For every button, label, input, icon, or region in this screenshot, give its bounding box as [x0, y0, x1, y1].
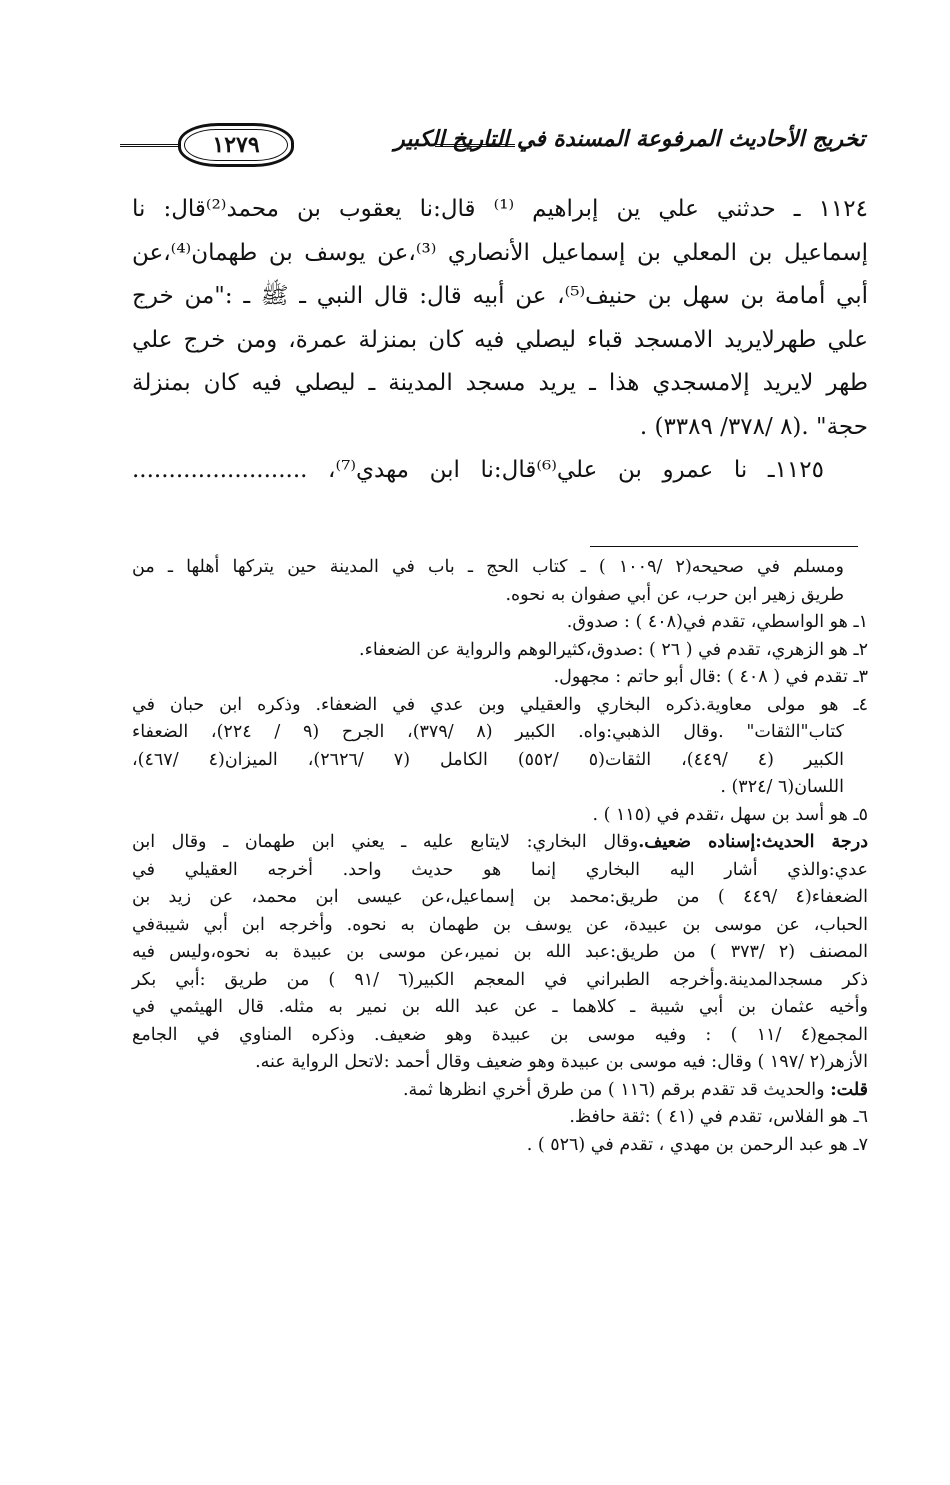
- header-rule: [435, 144, 515, 147]
- grade-line: وأخيه عثمان بن أبي شيبة ـ كلاهما ـ عن عبد الله بن نمير به مثله. قال الهيثمي في: [132, 997, 868, 1017]
- header-rule: [120, 144, 180, 147]
- qult-line: [132, 1077, 868, 1105]
- grade-line: ذكر مسجدالمدينة.وأخرجه الطبراني في المعجم الكبير(٦ /٩١ ) من طريق :أبي بكر: [132, 969, 869, 990]
- text-line: ١١٢٤ ـ حدثني علي ين إبراهيم ⁽¹⁾ قال:نا يعقوب بن محمد⁽²⁾قال: نا: [132, 196, 868, 222]
- footnote-line: طريق زهير ابن حرب، عن أبي صفوان به نحوه.: [505, 584, 844, 605]
- grade-label: درجة الحديث:إسناده ضعيف.: [638, 832, 868, 852]
- grade-line: الأزهر(٢ /١٩٧ ) وقال: فيه موسى بن عبيدة وهو ضعيف وقال أحمد :لاتحل الرواية عنه.: [255, 1052, 868, 1072]
- grade-line: [132, 829, 868, 857]
- grade-line: الضعفاء(٤ /٤٤٩ ) من طريق:محمد بن إسماعيل،عن عيسى ابن محمد، عن زيد بن: [132, 887, 868, 907]
- footnote-4: ٤ـ هو مولى معاوية.ذكره البخاري والعقيلي وبن عدي في الضعفاء. وذكره ابن حبان في: [132, 694, 868, 715]
- hadith-text: [132, 188, 868, 493]
- text-line: طهر لايريد إلامسجدي هذا ـ يريد مسجد المدينة ـ ليصلي فيه كان بمنزلة: [132, 370, 868, 396]
- footnote-3: ٣ـ تقدم في ( ٤٠٨ ) :قال أبو حاتم : مجهول.: [553, 667, 868, 687]
- qult-text: والحديث قد تقدم برقم (١١٦ ) من طرق أخري انظرها ثمة.: [402, 1079, 831, 1100]
- page-number-badge: [178, 123, 294, 167]
- footnote-2: ٢ـ هو الزهري، تقدم في ( ٢٦ ) :صدوق،كثيرالوهم والرواية عن الضعفاء.: [359, 639, 868, 660]
- footnote-5: ٥ـ هو أسد بن سهل ،تقدم في (١١٥ ) .: [592, 804, 868, 825]
- grade-line: عدي:والذي أشار اليه البخاري إنما هو حديث واحد. أخرجه العقيلي في: [132, 859, 868, 880]
- footnote-separator: [590, 546, 858, 547]
- text-line: أبي أمامة بن سهل بن حنيف⁽⁵⁾، عن أبيه قال: قال النبي ـ ﷺ ـ :"من خرج: [132, 283, 868, 309]
- footnote-line: الكبير (٤ /٤٤٩)، الثقات(٥ /٥٥٢) الكامل (٧ /٢٦٢٦)، الميزان(٤ /٤٦٧)،: [132, 749, 845, 770]
- page-header: [120, 118, 865, 168]
- text-line: ١١٢٥ـ نا عمرو بن علي⁽⁶⁾قال:نا ابن مهدي⁽⁷⁾، ........................: [132, 457, 824, 483]
- running-title: تخريج الأحاديث المرفوعة المسندة في التاريخ الكبير: [394, 126, 865, 152]
- footnote-line: اللسان(٦ /٣٢٤) .: [720, 777, 844, 797]
- text-line: علي طهرلايريد الامسجد قباء ليصلي فيه كان بمنزلة عمرة، ومن خرج علي: [132, 326, 868, 353]
- grade-line: الحباب، عن موسى بن عبيدة، عن يوسف بن طهمان به نحوه. وأخرجه ابن أبي شيبةفي: [132, 914, 868, 935]
- qult-label: قلت:: [830, 1079, 868, 1100]
- footnote-line: ومسلم في صحيحه(٢ /١٠٠٩ ) ـ كتاب الحج ـ باب في المدينة حين يتركها أهلها ـ من: [132, 557, 844, 577]
- page-number: ١٢٧٩: [212, 132, 260, 158]
- grade-line: المجمع(٤ /١١ ) : وفيه موسى بن عبيدة وهو ضعيف. وذكره المناوي في الجامع: [132, 1024, 868, 1045]
- text-line: إسماعيل بن المعلي بن إسماعيل الأنصاري ⁽³⁾،عن يوسف بن طهمان⁽⁴⁾،عن: [132, 239, 868, 266]
- text-line: حجة" .(٨ /٣٧٨/ ٣٣٨٩) .: [639, 413, 868, 440]
- footnote-line: كتاب"الثقات" .وقال الذهبي:واه. الكبير (٨ /٣٧٩)، الجرح (٩ / ٢٢٤)، الضعفاء: [132, 722, 844, 742]
- footnotes: [132, 554, 868, 1159]
- footnote-1: ١ـ هو الواسطي، تقدم في(٤٠٨ ) : صدوق.: [566, 612, 868, 632]
- grade-line: المصنف (٢ /٣٧٣ ) من طريق:عبد الله بن نمير،عن موسى بن عبيدة به نحوه،وليس فيه: [132, 942, 869, 962]
- grade-text: وقال البخاري: لايتابع عليه ـ يعني ابن طهمان ـ وقال ابن: [132, 832, 639, 852]
- footnote-6: ٦ـ هو الفلاس، تقدم في (٤١ ) :ثقة حافظ.: [569, 1107, 868, 1127]
- footnote-7: ٧ـ هو عبد الرحمن بن مهدي ، تقدم في (٥٢٦ ) .: [526, 1134, 868, 1155]
